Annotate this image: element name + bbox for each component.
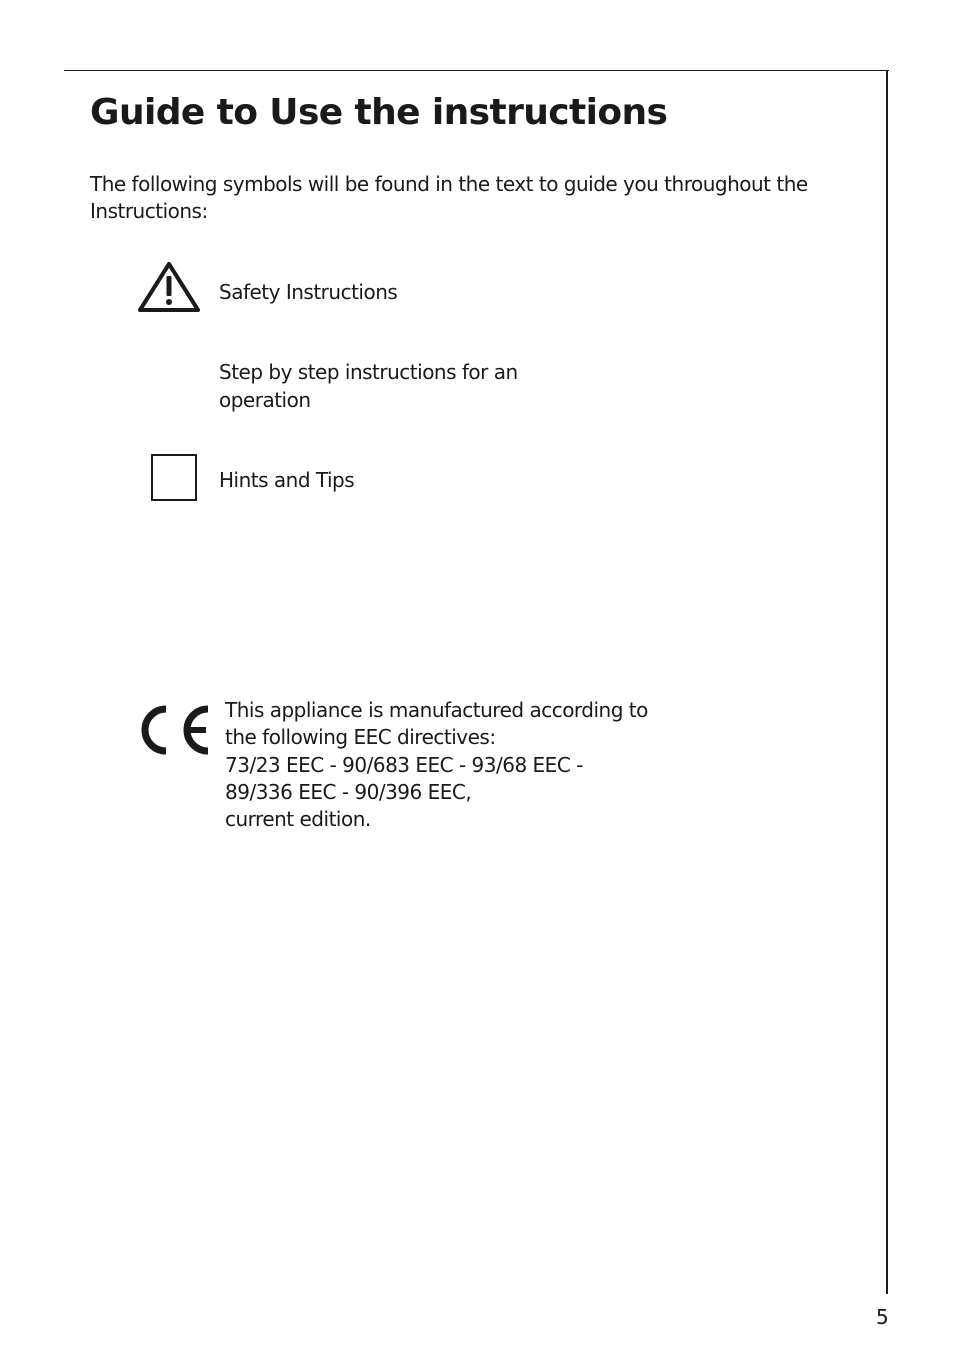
hint-box-icon	[151, 454, 197, 501]
hints-and-tips-label: Hints and Tips	[219, 468, 355, 492]
step-instructions-label: Step by step instructions for an operation	[219, 360, 518, 412]
top-rule	[64, 70, 889, 71]
warning-triangle-icon	[136, 260, 202, 314]
ce-line: 73/23 EEC - 90/683 EEC - 93/68 EEC -	[225, 752, 583, 777]
ce-directives-text	[225, 697, 648, 833]
intro-text: The following symbols will be found in the text to guide you throughout the Instructions:	[90, 172, 808, 223]
ce-line: This appliance is manufactured according to	[225, 698, 648, 722]
ce-line: the following EEC directives:	[225, 725, 496, 750]
ce-line: current edition.	[225, 807, 371, 832]
safety-instructions-label: Safety Instructions	[219, 280, 398, 304]
page-title: Guide to Use the instructions	[90, 92, 668, 133]
ce-mark-icon	[136, 702, 214, 758]
ce-line: 89/336 EEC - 90/396 EEC,	[225, 779, 472, 804]
page-number: 5	[876, 1305, 889, 1329]
side-rule	[886, 70, 888, 1294]
